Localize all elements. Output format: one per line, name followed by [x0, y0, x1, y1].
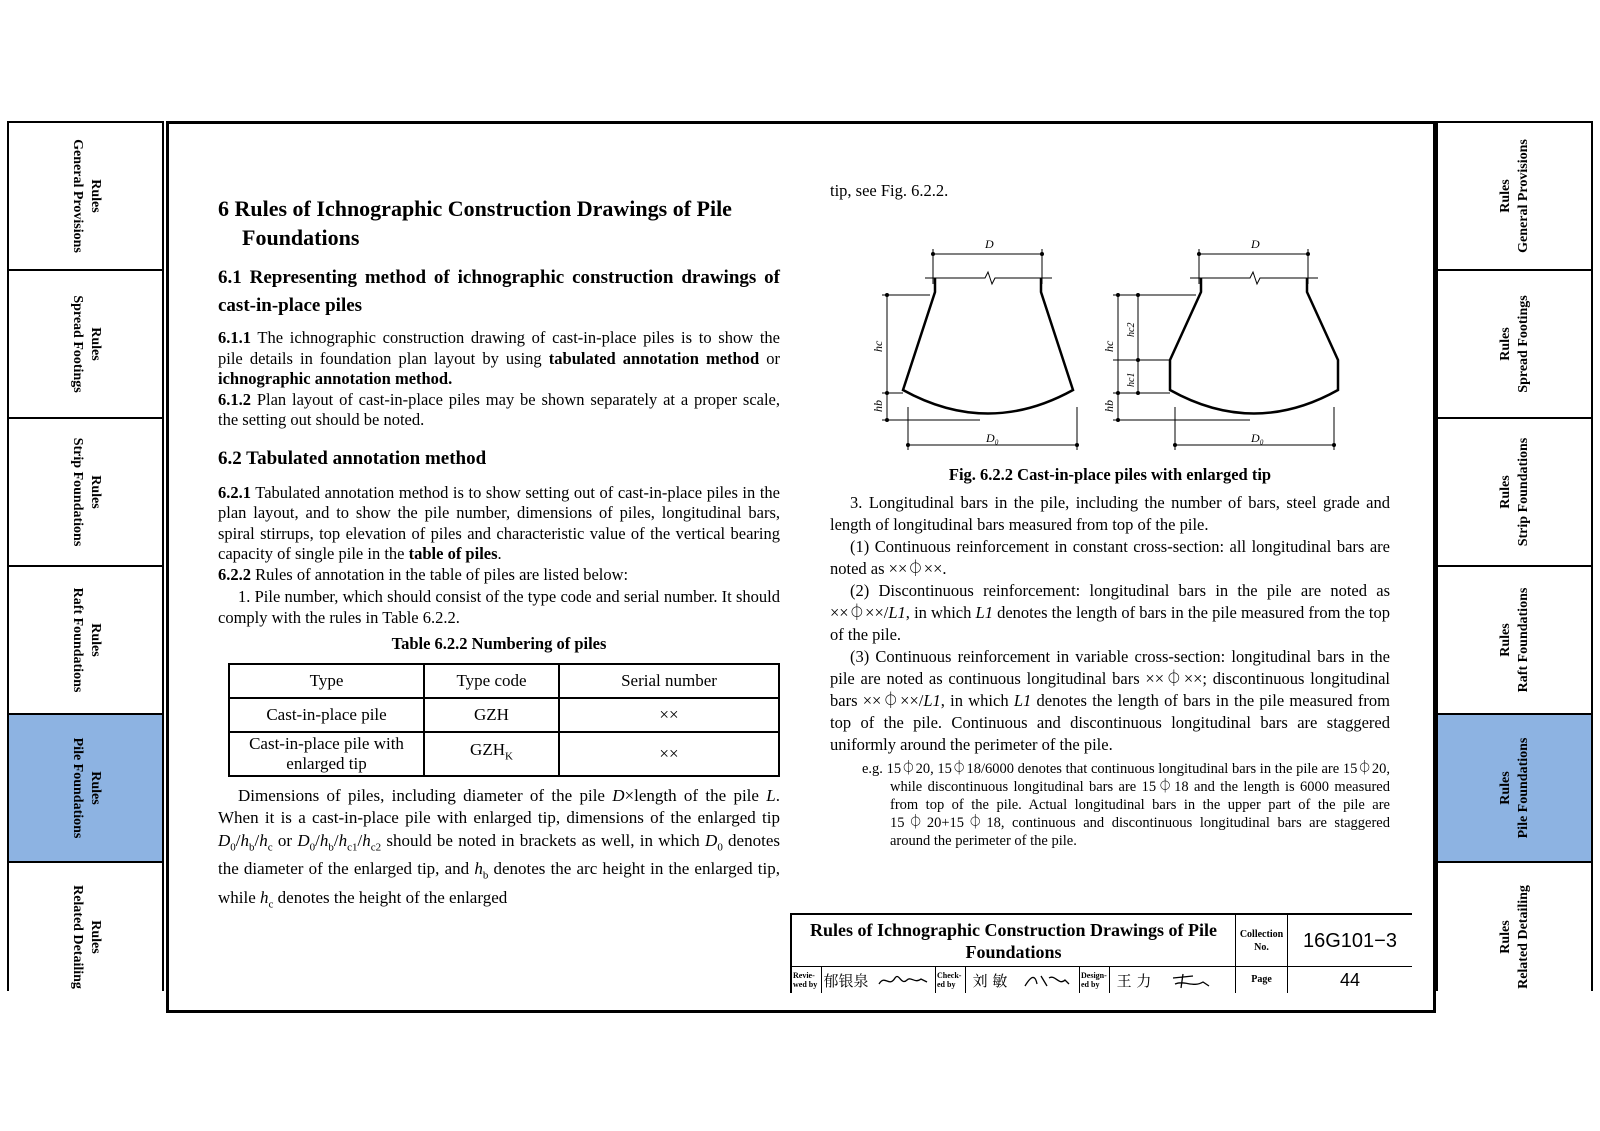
clause-number: 6.1.1	[218, 328, 251, 347]
break-line	[1190, 272, 1318, 284]
text: Dimensions of piles, including diameter of the pile	[238, 785, 613, 805]
tab-pile-foundations[interactable]	[1438, 715, 1591, 863]
tab-general-provisions[interactable]	[9, 123, 162, 271]
reviewed-label: Revie-wed by	[792, 967, 822, 993]
tab-label-l1: Rules	[1497, 623, 1513, 657]
bold-term: ichnographic annotation method.	[218, 369, 453, 388]
table-header-row	[229, 664, 779, 698]
designer-name: 王 力	[1116, 971, 1152, 990]
tab-label-l1: Rules	[1497, 179, 1513, 213]
clause-number: 6.2.1	[218, 482, 251, 502]
tab-spread-footings[interactable]	[9, 271, 162, 419]
bold-term: table of piles	[408, 544, 498, 563]
collection-number: 16G101−3	[1288, 915, 1412, 967]
table-cell	[424, 732, 559, 776]
bold-term: tabulated annotation method	[548, 348, 760, 368]
text: should be noted in brackets as well, in which	[381, 830, 706, 850]
designed-label: Design-ed by	[1080, 967, 1110, 993]
tab-label-l2: Spread Footings	[69, 295, 85, 393]
table-caption: Table 6.2.2 Numbering of piles	[391, 634, 607, 653]
label-d: D	[1251, 237, 1260, 251]
table-header: Serial number	[559, 664, 779, 698]
text: , in which	[940, 691, 1014, 710]
symbol: L1	[923, 691, 941, 710]
tab-label-l1: Rules	[87, 623, 103, 657]
tab-raft-foundations[interactable]	[1438, 567, 1591, 715]
type-code-subscript: K	[505, 750, 513, 763]
type-code: GZH	[470, 740, 505, 760]
label-d0: D₀	[986, 431, 999, 445]
item-3-3	[830, 646, 1390, 756]
chapter-title: 6 Rules of Ichnographic Construction Drawings of Pile Foundations	[218, 196, 732, 250]
tab-label-l1: Rules	[1497, 771, 1513, 805]
para-6-2-1	[218, 483, 780, 565]
tab-related-detailing[interactable]	[9, 863, 162, 1011]
table-cell: Cast-in-place pile	[229, 698, 424, 732]
signature-icon	[1163, 970, 1219, 990]
text: denotes the arc height in the enlarged tip, while	[218, 859, 781, 908]
reviewer-name: 郁银泉	[823, 971, 869, 990]
item-3-2	[830, 580, 1390, 646]
table-header: Type code	[424, 664, 559, 698]
figure-6-2-2	[830, 202, 1390, 460]
tab-general-provisions[interactable]	[1438, 123, 1591, 271]
signature-row	[792, 967, 1236, 993]
tab-label-l2: Spread Footings	[1515, 295, 1531, 393]
tab-label-l1: Rules	[87, 179, 103, 213]
figure-caption: Fig. 6.2.2 Cast-in-place piles with enlarged tip	[948, 465, 1272, 484]
collection-label: Collection No.	[1236, 915, 1288, 967]
pile-outline-2	[1170, 278, 1338, 414]
pile-diagram	[830, 202, 1390, 460]
text: .	[497, 544, 502, 563]
checker-signature	[1014, 967, 1080, 993]
para-6-2-2	[218, 565, 780, 586]
tab-label-l2: Related Detailing	[1515, 885, 1531, 989]
checked-label: Check-ed by	[936, 967, 966, 993]
para-6-1-2	[218, 390, 780, 431]
page-frame	[166, 121, 1436, 1013]
tab-label-l2: Pile Foundations	[69, 737, 85, 839]
tab-raft-foundations[interactable]	[9, 567, 162, 715]
text: , in which	[905, 603, 976, 622]
text: (3) Continuous reinforcement in variable cross-section: longitudinal bars in the pile are noted as continuous longitudinal bars ××⏀××; discontinuous longitudinal bars ××⏀××/	[830, 647, 1390, 710]
designer-signature	[1158, 967, 1224, 993]
symbol: L1	[1013, 691, 1032, 710]
signature-icon	[875, 970, 931, 990]
item-3-1: (1) Continuous reinforcement in constant cross-section: all longitudinal bars are noted as ××⏀××.	[830, 537, 1390, 578]
item-1: 1. Pile number, which should consist of the type code and serial number. It should comply with the rules in Table 6.2.2.	[218, 587, 780, 627]
tab-label-l2: General Provisions	[1515, 139, 1531, 253]
checker-name: 刘 敏	[972, 971, 1008, 990]
reviewer-signature	[870, 967, 936, 993]
text: denotes the diameter of the enlarged tip, and	[218, 830, 780, 879]
left-tab-column	[7, 121, 164, 991]
example-note: e.g. 15⏀20, 15⏀18/6000 denotes that continuous longitudinal bars in the pile are 15⏀20, while discontinuous longitudinal bars are 15⏀18 and the length is 6000 measured from top of the pile. Actual longitudinal bars in the upper part of the pile are 15⏀20+15⏀18, continuous and discontinuous longitudinal bars are staggered around the perimeter of the pile.	[862, 761, 1390, 849]
tab-label-l1: Rules	[87, 475, 103, 509]
tab-related-detailing[interactable]	[1438, 863, 1591, 1011]
label-hc: hc	[1102, 340, 1116, 352]
table-cell: ××	[559, 732, 779, 776]
text: Rules of annotation in the table of piles are listed below:	[251, 564, 629, 584]
tab-label-l2: Pile Foundations	[1515, 737, 1531, 839]
tab-strip-foundations[interactable]	[9, 419, 162, 567]
tab-label-l1: Rules	[87, 327, 103, 361]
label-d0: D₀	[1251, 431, 1264, 445]
table-cell: ××	[559, 698, 779, 732]
text: Plan layout of cast-in-place piles may be shown separately at a proper scale, the setting out should be noted.	[218, 389, 780, 429]
tab-label-l2: Related Detailing	[69, 885, 85, 989]
pile-numbering-table	[228, 663, 780, 777]
break-line	[925, 272, 1052, 284]
text: The ichnographic construction drawing of cast-in-place piles is to show the pile details in foundation plan layout by using	[218, 328, 780, 368]
label-hc: hc	[871, 340, 885, 352]
text: ×length of the pile	[624, 785, 767, 805]
label-hb: hb	[1102, 400, 1116, 412]
clause-number: 6.1.2	[218, 389, 251, 409]
symbol: D	[612, 785, 625, 805]
label-hc1: hc1	[1126, 372, 1137, 387]
text: or	[759, 348, 781, 368]
tab-label-l1: Rules	[87, 771, 103, 805]
text: denotes the length of bars in the pile measured from top of the pile. Continuous and discontinuous longitudinal bars are staggered uniformly around the perimeter of the pile.	[830, 691, 1390, 754]
tab-label-l2: Strip Foundations	[1515, 437, 1531, 547]
tab-strip-foundations[interactable]	[1438, 419, 1591, 567]
text: (2) Discontinuous reinforcement: longitudinal bars in the pile are noted as ××⏀××/	[830, 581, 1390, 622]
tab-label-l1: Rules	[87, 920, 103, 954]
tab-label-l1: Rules	[1497, 327, 1513, 361]
clause-number: 6.2.2	[218, 564, 251, 584]
page-label: Page	[1236, 967, 1288, 993]
right-tab-column	[1436, 121, 1593, 991]
tab-pile-foundations[interactable]	[9, 715, 162, 863]
table-row	[229, 732, 779, 776]
tab-label-l1: Rules	[1497, 920, 1513, 954]
table-cell: GZH	[424, 698, 559, 732]
tab-label-l2: Raft Foundations	[69, 587, 85, 693]
symbol: L1	[888, 603, 906, 622]
tab-label-l2: General Provisions	[69, 139, 85, 253]
label-d: D	[985, 237, 994, 251]
text: Tabulated annotation method is to show setting out of cast-in-place piles in the plan layout, and to show the pile number, dimensions of piles, longitudinal bars, spiral stirrups, top elevation of piles and characteristic value of the vertical bearing capacity of single pile in the	[218, 482, 780, 563]
table-cell: Cast-in-place pile with enlarged tip	[229, 732, 424, 776]
pile-outline-1	[903, 278, 1073, 414]
symbol: L	[766, 785, 776, 805]
tab-spread-footings[interactable]	[1438, 271, 1591, 419]
para-dimensions: Dimensions of piles, including diameter of the pile D×length of the pile L. When it is a cast-in-place pile with enlarged tip, dimensions of the enlarged tip $D_0/h_b/h_c$ or $D_0/h_b/h_{c1}/h_{c2}$ should be noted in brackets as well, in which $D_0$ denotes the diameter of the enlarged tip, and $h_b$ denotes the arc height in the enlarged tip, while $h_c$ denotes the height of the enlarged	[218, 785, 781, 911]
section-6-1-heading: 6.1 Representing method of ichnographic construction drawings of cast-in-place piles	[218, 267, 780, 316]
tab-label-l2: Raft Foundations	[1515, 587, 1531, 693]
section-6-2-heading: 6.2 Tabulated annotation method	[218, 447, 487, 469]
text: denotes the height of the enlarged	[273, 888, 508, 908]
label-hb: hb	[871, 400, 885, 412]
item-3: 3. Longitudinal bars in the pile, including the number of bars, steel grade and length of longitudinal bars measured from top of the pile.	[830, 493, 1390, 534]
table-row	[229, 698, 779, 732]
label-hc2: hc2	[1126, 322, 1137, 337]
symbol: L1	[975, 603, 993, 622]
title-block	[790, 913, 1412, 993]
continued-line: tip, see Fig. 6.2.2.	[830, 181, 949, 200]
table-header: Type	[229, 664, 424, 698]
right-column	[830, 180, 1390, 850]
text: denotes the length of bars in the pile measured from the top of the pile.	[830, 603, 1390, 644]
drawing-title: Rules of Ichnographic Construction Drawings of Pile Foundations	[792, 915, 1236, 967]
page-number: 44	[1339, 970, 1361, 990]
text: . When it is a cast-in-place pile with enlarged tip, dimensions of the enlarged tip	[218, 785, 780, 827]
tab-label-l1: Rules	[1497, 475, 1513, 509]
para-6-1-1	[218, 328, 780, 390]
signature-icon	[1019, 970, 1075, 990]
left-column	[218, 194, 780, 916]
tab-label-l2: Strip Foundations	[69, 437, 85, 547]
